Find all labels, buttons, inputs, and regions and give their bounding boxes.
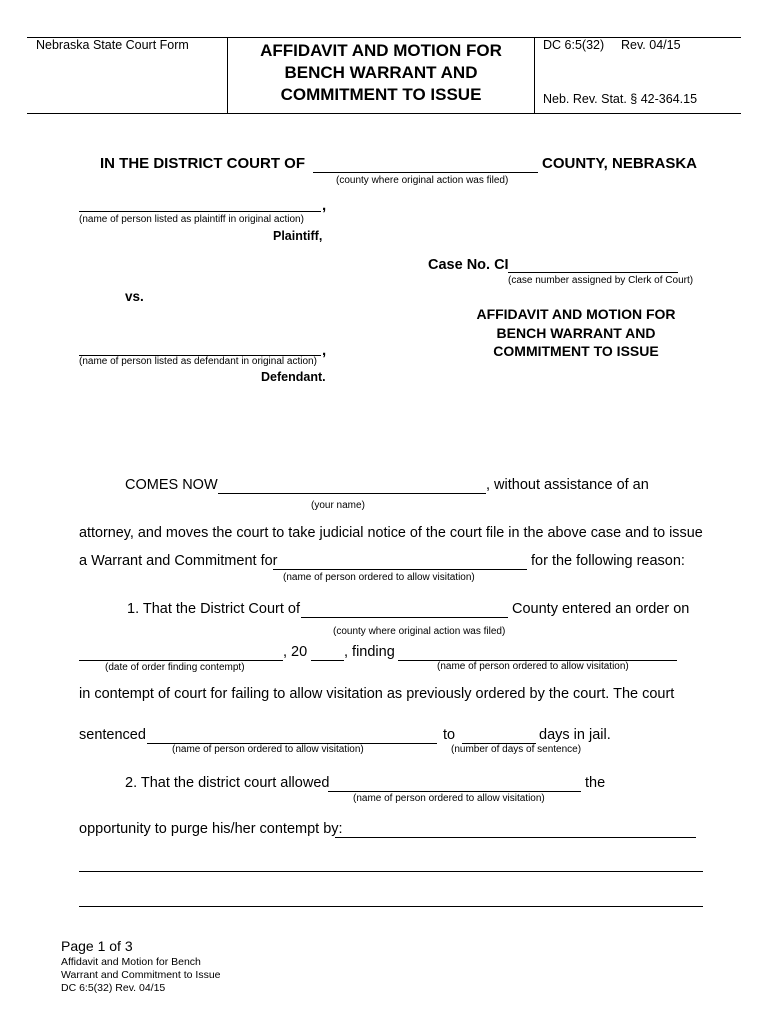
form-label: Nebraska State Court Form [36, 38, 189, 52]
purge-method-field-3[interactable] [79, 906, 703, 907]
header-right-divider [534, 37, 535, 113]
purge-method-field-2[interactable] [79, 871, 703, 872]
county-name-field[interactable] [313, 172, 538, 173]
header-title [246, 40, 516, 106]
plaintiff-hint: (name of person listed as plaintiff in original action) [79, 214, 304, 225]
purge-method-field-1[interactable] [335, 837, 696, 838]
header-bottom-rule [27, 113, 741, 114]
header-title-line-2: BENCH WARRANT AND [284, 63, 478, 82]
header-title-line-3: COMMITMENT TO ISSUE [280, 85, 482, 104]
county-hint: (county where original action was filed) [336, 175, 509, 186]
item2-end: the [585, 775, 606, 791]
court-prefix: IN THE DISTRICT COURT OF [100, 155, 305, 172]
year-prefix: , 20 [283, 644, 308, 660]
header-left-divider [227, 37, 228, 113]
item2-start: 2. That the district court allowed [125, 775, 330, 791]
order-date-field[interactable] [79, 660, 283, 661]
purge-line: opportunity to purge his/her contempt by: [79, 821, 343, 837]
comes-now-label: COMES NOW [125, 477, 218, 493]
to-label: to [443, 727, 456, 743]
caption-title-line-3: COMMITMENT TO ISSUE [493, 343, 659, 359]
your-name-hint: (your name) [311, 500, 365, 511]
form-revision: Rev. 04/15 [621, 38, 681, 52]
page-number: Page 1 of 3 [61, 938, 133, 954]
days-in-jail-text: days in jail. [539, 727, 611, 743]
plaintiff-label: Plaintiff, [273, 229, 323, 243]
following-reason-text: for the following reason: [531, 553, 685, 569]
statute-reference: Neb. Rev. Stat. § 42-364.15 [543, 92, 698, 106]
purge-person-hint: (name of person ordered to allow visitation) [353, 793, 545, 804]
defendant-comma: , [322, 342, 327, 359]
footer-line-2: Warrant and Commitment to Issue [61, 969, 221, 981]
without-assistance-text: , without assistance of an [486, 477, 649, 493]
court-suffix: COUNTY, NEBRASKA [542, 155, 698, 172]
warrant-person-hint: (name of person ordered to allow visitation) [283, 572, 475, 583]
contempt-person-hint: (name of person ordered to allow visitation) [437, 661, 629, 672]
sentenced-person-hint: (name of person ordered to allow visitation) [172, 744, 364, 755]
order-year-field[interactable] [311, 660, 344, 661]
plaintiff-comma: , [322, 197, 327, 214]
case-number-field[interactable] [508, 272, 678, 273]
affiant-name-field[interactable] [218, 493, 486, 494]
finding-label: , finding [344, 644, 395, 660]
header-title-line-1: AFFIDAVIT AND MOTION FOR [260, 41, 502, 60]
defendant-hint: (name of person listed as defendant in original action) [79, 356, 317, 367]
caption-title-line-2: BENCH WARRANT AND [496, 324, 656, 341]
item1-county-hint: (county where original action was filed) [333, 626, 506, 637]
item1-county-field[interactable] [301, 617, 508, 618]
attorney-line: attorney, and moves the court to take judicial notice of the court file in the above case and to issue [79, 525, 703, 541]
plaintiff-name-field[interactable] [79, 211, 321, 212]
item1-start: 1. That the District Court of [127, 601, 300, 617]
form-number: DC 6:5(32) [543, 38, 605, 52]
versus-label: vs. [125, 289, 144, 304]
purge-person-field[interactable] [328, 791, 581, 792]
footer-line-3: DC 6:5(32) Rev. 04/15 [61, 982, 166, 994]
warrant-for-label: a Warrant and Commitment for [79, 553, 278, 569]
footer-line-1: Affidavit and Motion for Bench [61, 956, 201, 968]
contempt-line: in contempt of court for failing to allow visitation as previously ordered by the court. The court [79, 686, 675, 702]
caption-title-line-1: AFFIDAVIT AND MOTION FOR [476, 306, 676, 322]
date-hint: (date of order finding contempt) [105, 662, 245, 673]
days-hint: (number of days of sentence) [451, 744, 582, 755]
case-number-hint: (case number assigned by Clerk of Court) [508, 275, 694, 286]
item1-end: County entered an order on [512, 601, 690, 617]
sentenced-label: sentenced [79, 727, 146, 743]
caption-title [446, 305, 706, 361]
warrant-person-field[interactable] [273, 569, 527, 570]
defendant-label: Defendant. [261, 370, 326, 384]
case-number-label: Case No. CI [428, 257, 509, 273]
